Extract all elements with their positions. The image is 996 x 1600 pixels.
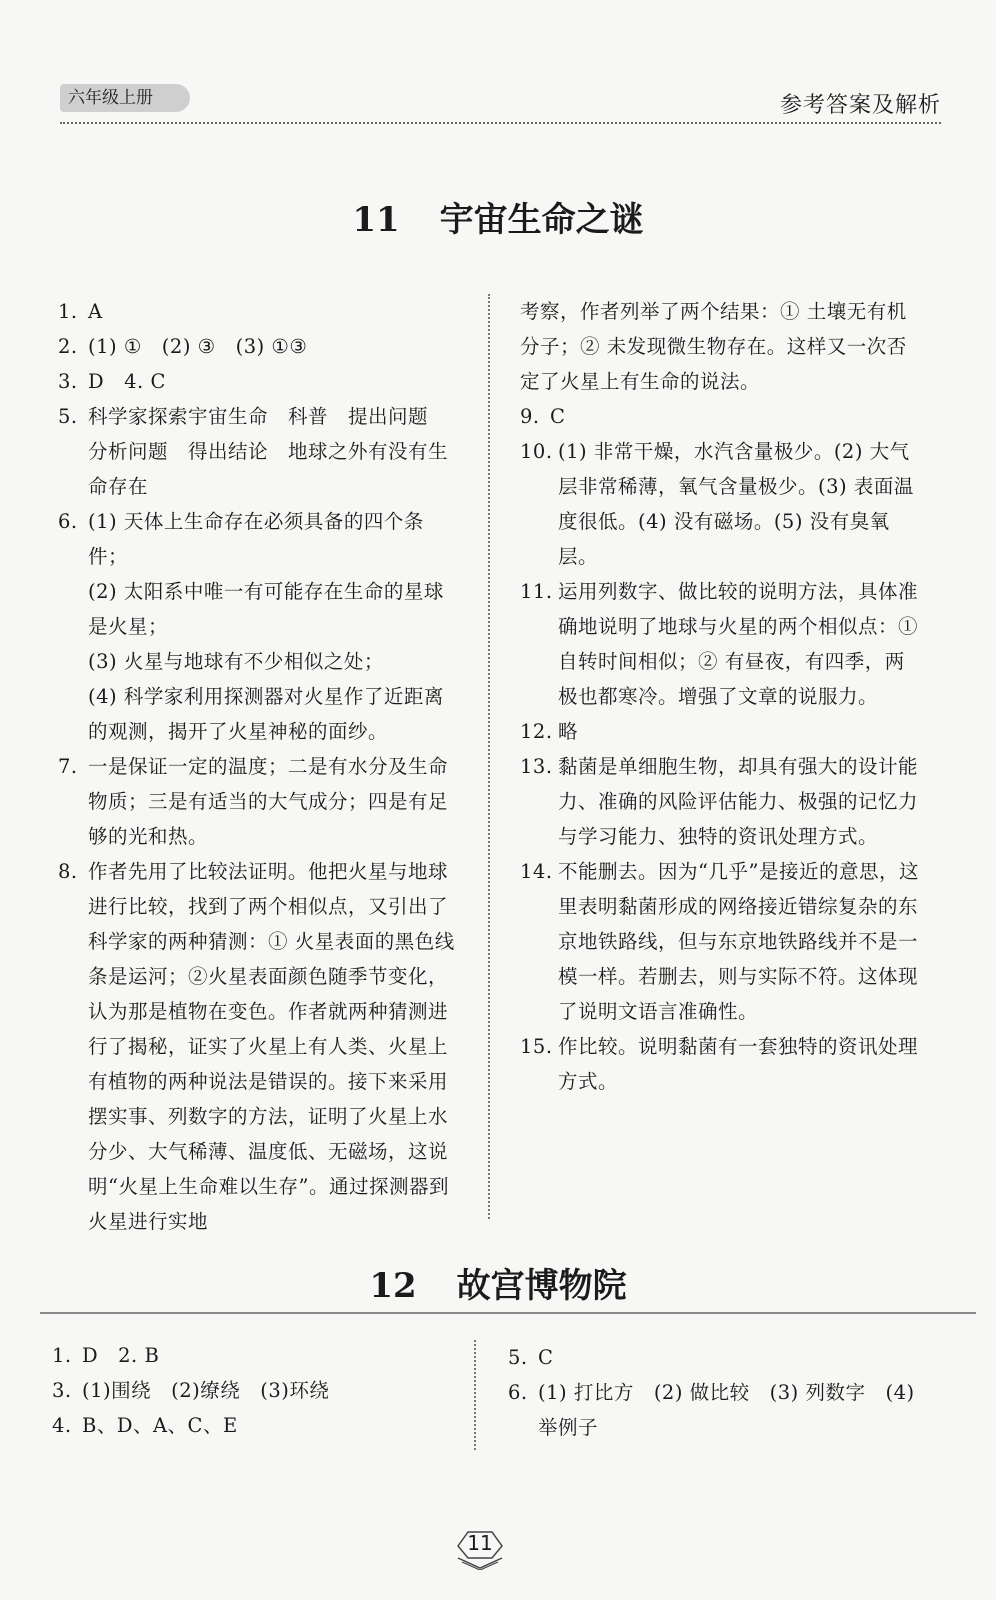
answer-text: 科学家探索宇宙生命 科普 提出问题 分析问题 得出结论 地球之外有没有生命存在 bbox=[88, 405, 449, 498]
column-divider bbox=[488, 294, 490, 1219]
section-12-rule bbox=[40, 1312, 976, 1314]
answer-text: 考察，作者列举了两个结果：① 土壤无有机分子；② 未发现微生物存在。这样又一次否定了火星上有生命的说法。 bbox=[520, 300, 907, 393]
answer-text: A bbox=[88, 300, 103, 323]
answer-number: 12. bbox=[520, 720, 553, 743]
answer-text: (4) 科学家利用探测器对火星作了近距离的观测，揭开了火星神秘的面纱。 bbox=[88, 685, 444, 743]
answer-text: (2) 太阳系中唯一有可能存在生命的星球是火星； bbox=[88, 580, 444, 638]
answer-text: D 2. B bbox=[82, 1344, 160, 1367]
answer-number: 11. bbox=[520, 580, 553, 603]
answer-number: 3. bbox=[58, 370, 78, 393]
answer-number: 3. bbox=[52, 1379, 72, 1402]
column-divider bbox=[474, 1340, 476, 1450]
answer-item bbox=[508, 1375, 918, 1445]
answer-text: (1) 非常干燥，水汽含量极少。(2) 大气层非常稀薄，氧气含量极少。(3) 表面温度很低。(4) 没有磁场。(5) 没有臭氧层。 bbox=[558, 440, 914, 568]
answer-item bbox=[508, 1340, 918, 1375]
answer-item bbox=[58, 679, 458, 749]
answer-text: B、D、A、C、E bbox=[82, 1414, 238, 1437]
answer-item bbox=[58, 749, 458, 854]
answer-item bbox=[52, 1338, 452, 1373]
answer-text: 略 bbox=[558, 720, 579, 743]
answer-item bbox=[520, 294, 920, 399]
answer-number: 13. bbox=[520, 755, 553, 778]
answer-item bbox=[58, 504, 458, 574]
section-12-number: 12 bbox=[369, 1266, 417, 1306]
answer-number: 4. bbox=[52, 1414, 72, 1437]
answer-item bbox=[520, 749, 920, 854]
section-12-right-column bbox=[508, 1340, 918, 1445]
answer-text: 运用列数字、做比较的说明方法，具体准确地说明了地球与火星的两个相似点：① 自转时间相似；② 有昼夜，有四季，两极也都寒冷。增强了文章的说服力。 bbox=[558, 580, 919, 708]
section-12-heading: 故宫博物院 bbox=[456, 1266, 627, 1306]
answer-item bbox=[58, 399, 458, 504]
answer-text: (3) 火星与地球有不少相似之处； bbox=[88, 650, 384, 673]
answer-number: 5. bbox=[58, 405, 78, 428]
answer-number: 1. bbox=[58, 300, 78, 323]
answer-text: (1) ① (2) ③ (3) ①③ bbox=[88, 335, 308, 358]
answer-text: 一是保证一定的温度；二是有水分及生命物质；三是有适当的大气成分；四是有足够的光和热。 bbox=[88, 755, 449, 848]
answer-number: 10. bbox=[520, 440, 553, 463]
section-11-right-column bbox=[520, 294, 920, 1099]
answer-text: D 4. C bbox=[88, 370, 166, 393]
header-title: 参考答案及解析 bbox=[779, 93, 941, 118]
answer-item bbox=[52, 1373, 452, 1408]
answer-item bbox=[520, 574, 920, 714]
section-12-title bbox=[0, 1258, 996, 1307]
answer-number: 15. bbox=[520, 1035, 553, 1058]
section-11-title bbox=[0, 192, 996, 241]
section-11-left-column bbox=[58, 294, 458, 1239]
answer-item bbox=[58, 364, 458, 399]
answer-item bbox=[58, 294, 458, 329]
section-11-heading: 宇宙生命之谜 bbox=[439, 200, 644, 240]
answer-number: 7. bbox=[58, 755, 78, 778]
answer-item bbox=[58, 854, 458, 1239]
answer-text: C bbox=[538, 1346, 554, 1369]
answer-item bbox=[58, 329, 458, 364]
page-number bbox=[450, 1528, 510, 1568]
answer-item bbox=[520, 854, 920, 1029]
answer-text: (1) 天体上生命存在必须具备的四个条件； bbox=[88, 510, 424, 568]
answer-number: 6. bbox=[58, 510, 78, 533]
answer-number: 1. bbox=[52, 1344, 72, 1367]
section-11-number: 11 bbox=[352, 200, 400, 240]
grade-tag: 六年级上册 bbox=[60, 84, 190, 112]
answer-item bbox=[520, 714, 920, 749]
header-divider bbox=[60, 122, 941, 124]
section-12-left-column bbox=[52, 1338, 452, 1443]
answer-item bbox=[520, 434, 920, 574]
answer-text: 作比较。说明黏菌有一套独特的资讯处理方式。 bbox=[558, 1035, 919, 1093]
answer-text: 黏菌是单细胞生物，却具有强大的设计能力、准确的风险评估能力、极强的记忆力与学习能力、独特的资讯处理方式。 bbox=[558, 755, 919, 848]
answer-item bbox=[520, 399, 920, 434]
answer-number: 5. bbox=[508, 1346, 528, 1369]
answer-item bbox=[520, 1029, 920, 1099]
answer-number: 14. bbox=[520, 860, 553, 883]
answer-item bbox=[58, 644, 458, 679]
answer-item bbox=[58, 574, 458, 644]
answer-number: 6. bbox=[508, 1381, 528, 1404]
answer-item bbox=[52, 1408, 452, 1443]
answer-text: 不能删去。因为“几乎”是接近的意思，这里表明黏菌形成的网络接近错综复杂的东京地铁路线，但与东京地铁路线并不是一模一样。若删去，则与实际不符。这体现了说明文语言准确性。 bbox=[558, 860, 919, 1023]
answer-text: (1) 打比方 (2) 做比较 (3) 列数字 (4) 举例子 bbox=[538, 1381, 915, 1439]
page-number-text: 11 bbox=[467, 1531, 493, 1555]
answer-text: C bbox=[550, 405, 566, 428]
answer-number: 2. bbox=[58, 335, 78, 358]
answer-number: 8. bbox=[58, 860, 78, 883]
answer-text: 作者先用了比较法证明。他把火星与地球进行比较，找到了两个相似点，又引出了科学家的两种猜测：① 火星表面的黑色线条是运河；②火星表面颜色随季节变化，认为那是植物在变色。作者就两种猜测进行了揭秘，证实了火星上有人类、火星上有植物的两种说法是错误的。接下来采用摆实事、列数字的方法，证明了火星上水分少、大气稀薄、温度低、无磁场，这说明“火星上生命难以生存”。通过探测器到火星进行实地 bbox=[88, 860, 455, 1233]
answer-number: 9. bbox=[520, 405, 540, 428]
answer-text: (1)围绕 (2)缭绕 (3)环绕 bbox=[82, 1379, 330, 1402]
